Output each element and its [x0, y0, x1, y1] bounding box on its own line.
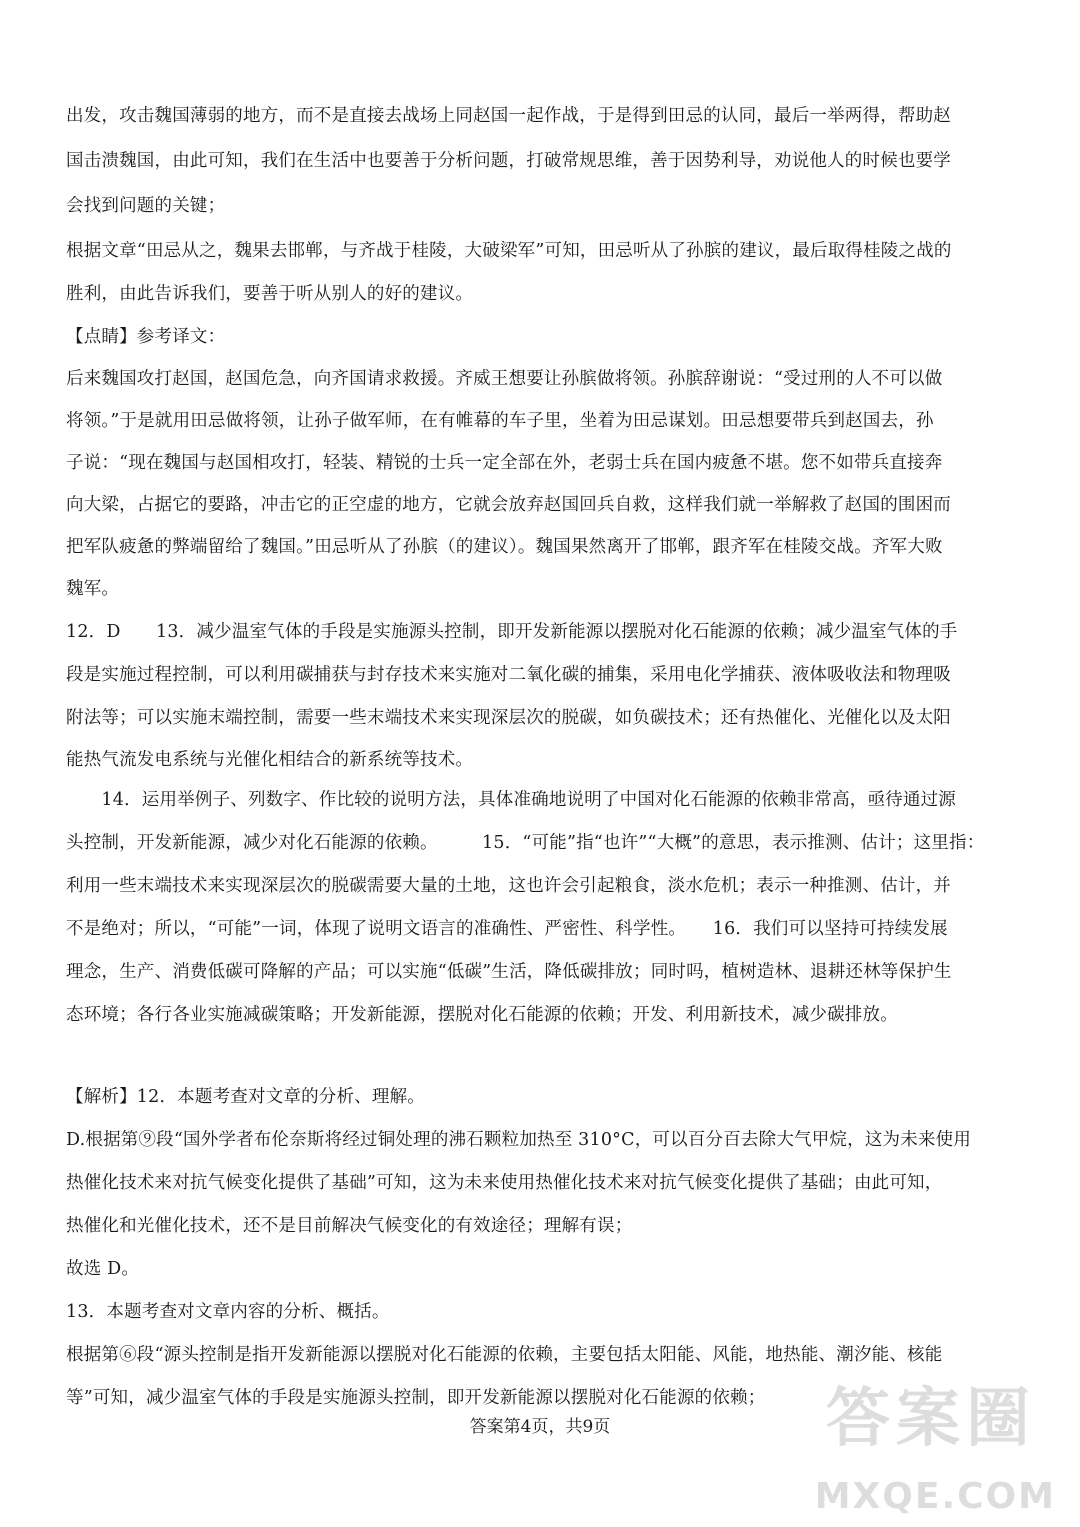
text-line: 将领。”于是就用田忌做将领，让孙子做军师，在有帷幕的车子里，坐着为田忌谋划。田忌想要带兵到赵国去，孙: [66, 411, 934, 431]
page-footer: 答案第4页，共9页: [469, 1417, 611, 1437]
watermark-logo: [814, 1367, 1056, 1517]
watermark-text-top: 答案圈: [826, 1382, 1036, 1456]
text-line: 根据文章“田忌从之，魏果去邯郸，与齐战于桂陵，大破梁军”可知，田忌听从了孙膑的建议，最后取得桂陵之战的: [66, 241, 952, 261]
text-line: 子说：“现在魏国与赵国相攻打，轻装、精锐的士兵一定全部在外，老弱士兵在国内疲惫不堪。您不如带兵直接奔: [66, 453, 943, 473]
text-line: 把军队疲惫的弊端留给了魏国。”田忌听从了孙膑（的建议）。魏国果然离开了邯郸，跟齐军在桂陵交战。齐军大败: [66, 537, 943, 557]
text-line: 等”可知，减少温室气体的手段是实施源头控制，即开发新能源以摆脱对化石能源的依赖；: [66, 1388, 766, 1408]
text-line: 后来魏国攻打赵国，赵国危急，向齐国请求救援。齐威王想要让孙膑做将领。孙膑辞谢说：“受过刑的人不可以做: [66, 369, 943, 389]
text-line: 热催化技术来对抗气候变化提供了基础”可知，这为未来使用热催化技术来对抗气候变化提供了基础；由此可知，: [66, 1173, 943, 1193]
text-line: 胜利，由此告诉我们，要善于听从别人的好的建议。: [66, 284, 474, 304]
text-line: 向大梁，占据它的要路，冲击它的正空虚的地方，它就会放弃赵国回兵自救，这样我们就一举解救了赵国的围困而: [66, 495, 951, 515]
text-line: 故选 D。: [66, 1259, 140, 1279]
watermark-text-bottom: MXQE.COM: [814, 1476, 1056, 1517]
text-line: 不是绝对；所以，“可能”一词，体现了说明文语言的准确性、严密性、科学性。 16．我们可以坚持可持续发展: [66, 919, 948, 939]
text-line: 段是实施过程控制，可以利用碳捕获与封存技术来实施对二氧化碳的捕集，采用电化学捕获、液体吸收法和物理吸: [66, 665, 951, 685]
text-line: 12．D 13．减少温室气体的手段是实施源头控制，即开发新能源以摆脱对化石能源的依赖；减少温室气体的手: [66, 622, 958, 642]
text-line: 根据第⑥段“源头控制是指开发新能源以摆脱对化石能源的依赖，主要包括太阳能、风能，地热能、潮汐能、核能: [66, 1345, 943, 1365]
text-line: 头控制，开发新能源，减少对化石能源的依赖。 15．“可能”指“也许”“大概”的意思，表示推测、估计；这里指：: [66, 833, 985, 853]
text-line: 14．运用举例子、列数字、作比较的说明方法，具体准确地说明了中国对化石能源的依赖非常高，亟待通过源: [66, 790, 956, 810]
text-line: 热催化和光催化技术，还不是目前解决气候变化的有效途径；理解有误；: [66, 1216, 633, 1236]
text-line: D.根据第⑨段“国外学者布伦奈斯将经过铜处理的沸石颗粒加热至 310°C，可以百分百去除大气甲烷，这为未来使用: [66, 1130, 972, 1150]
text-line: 能热气流发电系统与光催化相结合的新系统等技术。: [66, 750, 474, 770]
text-line: 出发，攻击魏国薄弱的地方，而不是直接去战场上同赵国一起作战，于是得到田忌的认同，最后一举两得，帮助赵: [66, 106, 951, 126]
text-line: 利用一些末端技术来实现深层次的脱碳需要大量的土地，这也许会引起粮食，淡水危机；表示一种推测、估计，并: [66, 876, 951, 896]
text-line: 13．本题考查对文章内容的分析、概括。: [66, 1302, 390, 1322]
text-line: 态环境；各行各业实施减碳策略；开发新能源，摆脱对化石能源的依赖；开发、利用新技术，减少碳排放。: [66, 1005, 898, 1025]
text-line: 理念，生产、消费低碳可降解的产品；可以实施“低碳”生活，降低碳排放；同时吗，植树造林、退耕还林等保护生: [66, 962, 952, 982]
text-line: 国击溃魏国，由此可知，我们在生活中也要善于分析问题，打破常规思维，善于因势利导，劝说他人的时候也要学: [66, 151, 951, 171]
text-line: 会找到问题的关键；: [66, 196, 226, 216]
section-heading: 【点睛】参考译文：: [66, 327, 226, 347]
text-line: 附法等；可以实施末端控制，需要一些末端技术来实现深层次的脱碳，如负碳技术；还有热催化、光催化以及太阳: [66, 708, 951, 728]
section-heading: 【解析】12．本题考查对文章的分析、理解。: [66, 1087, 425, 1107]
text-line: 魏军。: [66, 579, 120, 599]
